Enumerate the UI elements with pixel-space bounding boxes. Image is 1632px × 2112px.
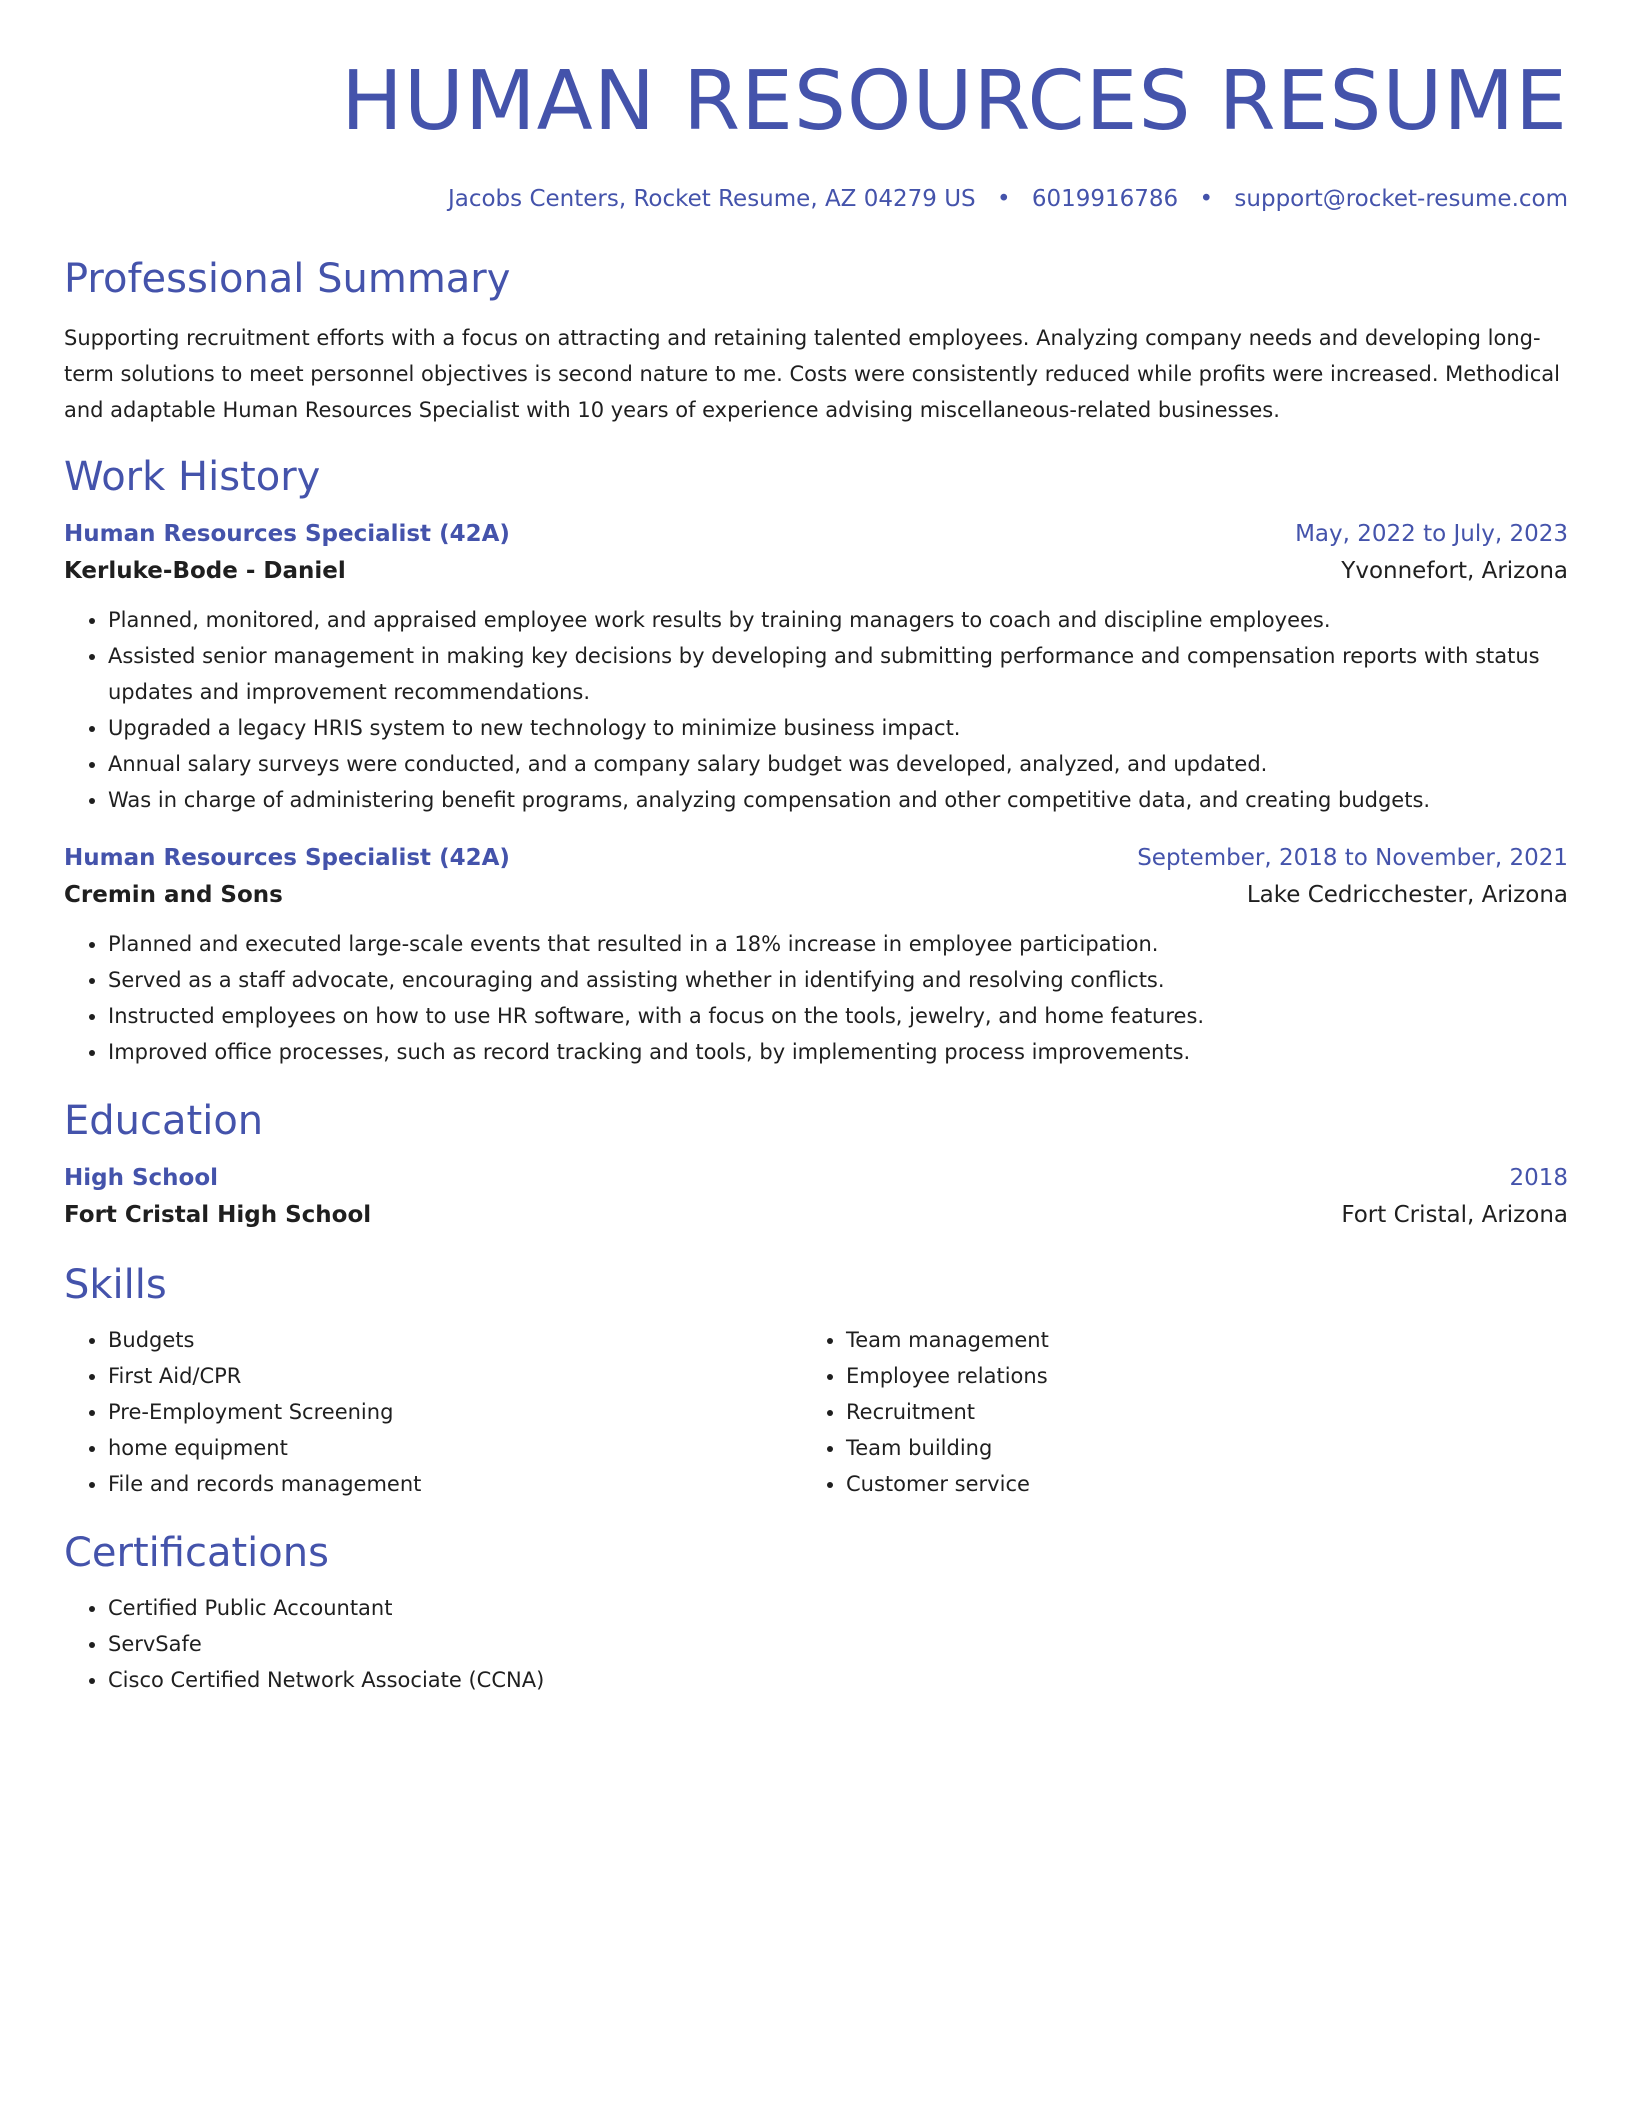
contact-phone: 6019916786 [1031,186,1179,212]
summary-heading: Professional Summary [64,256,511,302]
list-item: • Certified Public Accountant [108,1590,1568,1626]
skills-column-right [802,1322,1540,1502]
list-item: • Planned and executed large-scale events that resulted in a 18% increase in employee participation. [108,926,1568,962]
job-dates: September, 2018 to November, 2021 [1137,845,1568,871]
list-item: • Team building [846,1430,1540,1466]
summary-text: Supporting recruitment efforts with a focus on attracting and retaining talented employees. Analyzing company needs and developing long-term solutions to meet personnel objectives is second nature to me. Costs were consistently reduced while profits were increased. Methodical and adaptable Human Resources Specialist with 10 years of experience advising miscellaneous-related businesses. [64,326,1561,422]
list-item: • Improved office processes, such as record tracking and tools, by implementing process improvements. [108,1034,1568,1070]
contact-separator: • [996,186,1011,212]
list-item: • Budgets [108,1322,802,1358]
list-item: • File and records management [108,1466,802,1502]
education-school: Fort Cristal High School [64,1202,372,1228]
list-item: • Team management [846,1322,1540,1358]
work-history-heading: Work History [64,454,321,500]
job-entry [64,516,1568,818]
skills-grid [64,1322,1568,1502]
job-company: Kerluke-Bode - Daniel [64,558,346,584]
contact-email[interactable]: support@rocket-resume.com [1234,186,1568,212]
list-item: • Was in charge of administering benefit programs, analyzing compensation and other competitive data, and creating budgets. [108,782,1568,818]
resume-title: HUMAN RESOURCES RESUME [341,54,1568,149]
job-location: Lake Cedricchester, Arizona [1246,882,1568,908]
job-company: Cremin and Sons [64,882,283,908]
list-item: • Annual salary surveys were conducted, and a company salary budget was developed, analyzed, and updated. [108,746,1568,782]
certifications-list [64,1590,1568,1698]
list-item: • Employee relations [846,1358,1540,1394]
education-degree: High School [64,1165,219,1191]
list-item: • Upgraded a legacy HRIS system to new technology to minimize business impact. [108,710,1568,746]
contact-separator: • [1199,186,1214,212]
education-year: 2018 [1509,1165,1568,1191]
list-item: • Customer service [846,1466,1540,1502]
list-item: • ServSafe [108,1626,1568,1662]
job-entry [64,840,1568,1070]
contact-line [64,184,1568,214]
job-bullets [64,926,1568,1070]
list-item: • Recruitment [846,1394,1540,1430]
list-item: • Served as a staff advocate, encouraging and assisting whether in identifying and resolving conflicts. [108,962,1568,998]
education-location: Fort Cristal, Arizona [1341,1202,1568,1228]
list-item: • Assisted senior management in making key decisions by developing and submitting performance and compensation reports with status updates and improvement recommendations. [108,638,1568,710]
list-item: • home equipment [108,1430,802,1466]
job-title: Human Resources Specialist (42A) [64,845,510,871]
list-item: • Planned, monitored, and appraised employee work results by training managers to coach and discipline employees. [108,602,1568,638]
job-title: Human Resources Specialist (42A) [64,521,510,547]
job-bullets [64,602,1568,818]
job-dates: May, 2022 to July, 2023 [1295,521,1568,547]
education-entry [64,1160,1568,1234]
education-heading: Education [64,1098,264,1144]
list-item: • Pre-Employment Screening [108,1394,802,1430]
job-location: Yvonnefort, Arizona [1341,558,1568,584]
list-item: • Instructed employees on how to use HR software, with a focus on the tools, jewelry, and home features. [108,998,1568,1034]
list-item: • First Aid/CPR [108,1358,802,1394]
skills-heading: Skills [64,1262,167,1308]
list-item: • Cisco Certified Network Associate (CCNA) [108,1662,1568,1698]
contact-address: Jacobs Centers, Rocket Resume, AZ 04279 US [447,186,976,212]
certifications-heading: Certifications [64,1530,329,1576]
skills-column-left [64,1322,802,1502]
